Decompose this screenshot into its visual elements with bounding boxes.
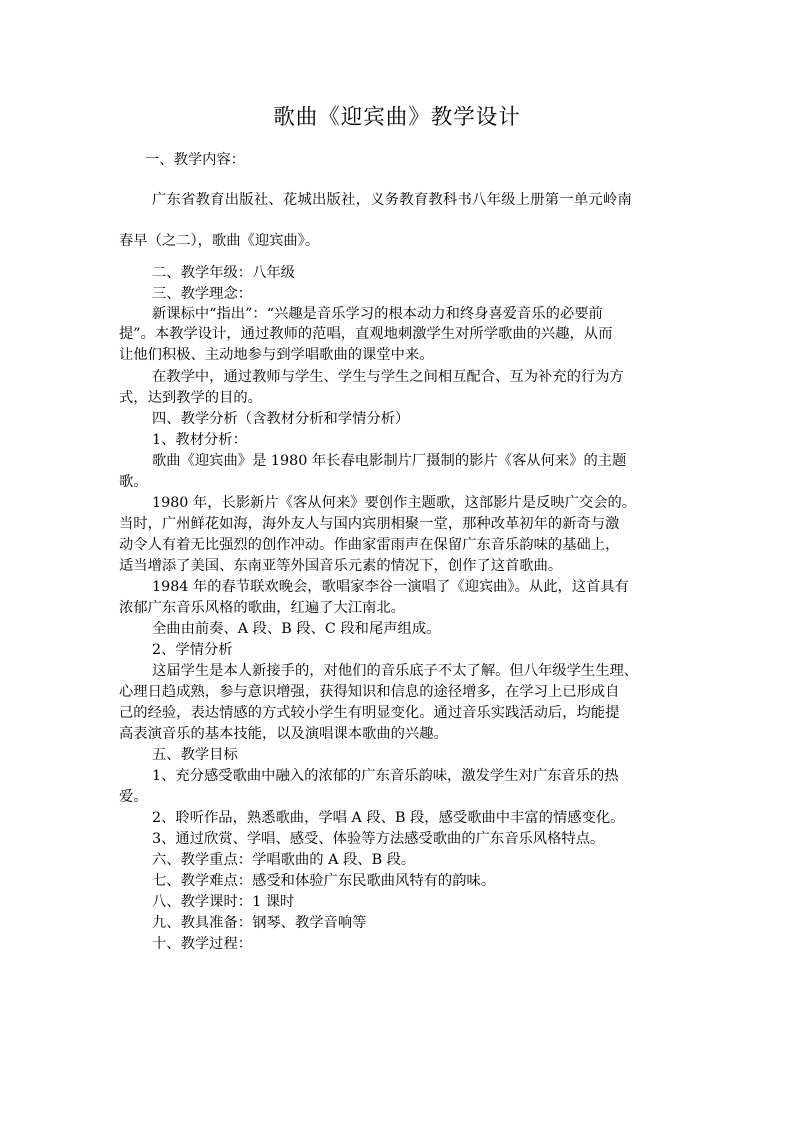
list-item: 2、聆听作品，熟悉歌曲，学唱 A 段、B 段，感受歌曲中丰富的情感变化。 [152, 810, 625, 826]
subsection-heading-students: 2、学情分析 [152, 642, 233, 658]
paragraph-line: 1984 年的春节联欢晚会，歌唱家李谷一演唱了《迎宾曲》。从此，这首具有 [152, 579, 629, 595]
document-title: 歌曲《迎宾曲》教学设计 [273, 105, 521, 130]
paragraph-line: 歌曲《迎宾曲》是 1980 年长春电影制片厂摄制的影片《客从何来》的主题 [152, 453, 627, 469]
paragraph-line: 在教学中，通过教师与学生、学生与学生之间相互配合、互为补充的行为方 [152, 369, 624, 385]
paragraph-line: 己的经验，表达情感的方式较小学生有明显变化。通过音乐实践活动后，均能提 [119, 705, 620, 721]
section-heading-focus: 六、教学重点：学唱歌曲的 A 段、B 段。 [152, 852, 416, 868]
paragraph-line: 歌。 [119, 474, 148, 490]
paragraph-line: 全曲由前奏、A 段、B 段、C 段和尾声组成。 [152, 621, 441, 637]
paragraph-line: 高表演音乐的基本技能，以及演唱课本歌曲的兴趣。 [119, 726, 448, 742]
paragraph-line: 1980 年，长影新片《客从何来》要创作主题歌，这部影片是反映广交会的。 [152, 495, 637, 511]
section-heading-hours: 八、教学课时：1 课时 [152, 894, 295, 910]
section-heading-goals: 五、教学目标 [152, 747, 238, 763]
paragraph-line: 浓郁广东音乐风格的歌曲，红遍了大江南北。 [119, 600, 405, 616]
section-heading-process: 十、教学过程： [152, 936, 253, 952]
paragraph-line: 广东省教育出版社、花城出版社，义务教育教科书八年级上册第一单元岭南 [152, 192, 633, 208]
section-heading-philosophy: 三、教学理念： [152, 286, 253, 302]
paragraph-line: 适当增添了美国、东南亚等外国音乐元素的情况下，创作了这首歌曲。 [119, 558, 563, 574]
paragraph-line: 提”。本教学设计，通过教师的范唱，直观地刺激学生对所学歌曲的兴趣，从而 [119, 326, 613, 342]
paragraph-line: 春早（之二），歌曲《迎宾曲》。 [119, 233, 320, 249]
paragraph-line: 这届学生是本人新接手的，对他们的音乐底子不太了解。但八年级学生生理、 [152, 663, 639, 679]
list-item: 3、通过欣赏、学唱、感受、体验等方法感受歌曲的广东音乐风格特点。 [152, 831, 605, 847]
subsection-heading-materials: 1、教材分析： [152, 432, 247, 448]
section-heading-equipment: 九、教具准备：钢琴、教学音响等 [152, 915, 367, 931]
section-heading-difficulty: 七、教学难点：感受和体验广东民歌曲风特有的韵味。 [152, 873, 496, 889]
section-heading-content: 一、教学内容： [145, 152, 246, 168]
paragraph-line: 新课标中“指出”：“兴趣是音乐学习的根本动力和终身喜爱音乐的必要前 [152, 306, 603, 322]
paragraph-line: 让他们积极、主动地参与到学唱歌曲的课堂中来。 [119, 347, 434, 363]
section-heading-grade: 二、教学年级：八年级 [152, 265, 295, 281]
paragraph-line: 动令人有着无比强烈的创作冲动。作曲家雷雨声在保留广东音乐韵味的基础上， [119, 537, 620, 553]
paragraph-line: 当时，广州鲜花如海，海外友人与国内宾朋相聚一堂，那种改革初年的新奇与激 [119, 516, 620, 532]
paragraph-line: 心理日趋成熟，参与意识增强，获得知识和信息的途径增多，在学习上已形成自 [119, 684, 620, 700]
list-item: 1、充分感受歌曲中融入的浓郁的广东音乐韵味，激发学生对广东音乐的热 [152, 768, 619, 784]
list-item-continuation: 爱。 [119, 789, 148, 805]
section-heading-analysis: 四、教学分析（含教材分析和学情分析） [152, 411, 410, 427]
paragraph-line: 式，达到教学的目的。 [119, 390, 262, 406]
